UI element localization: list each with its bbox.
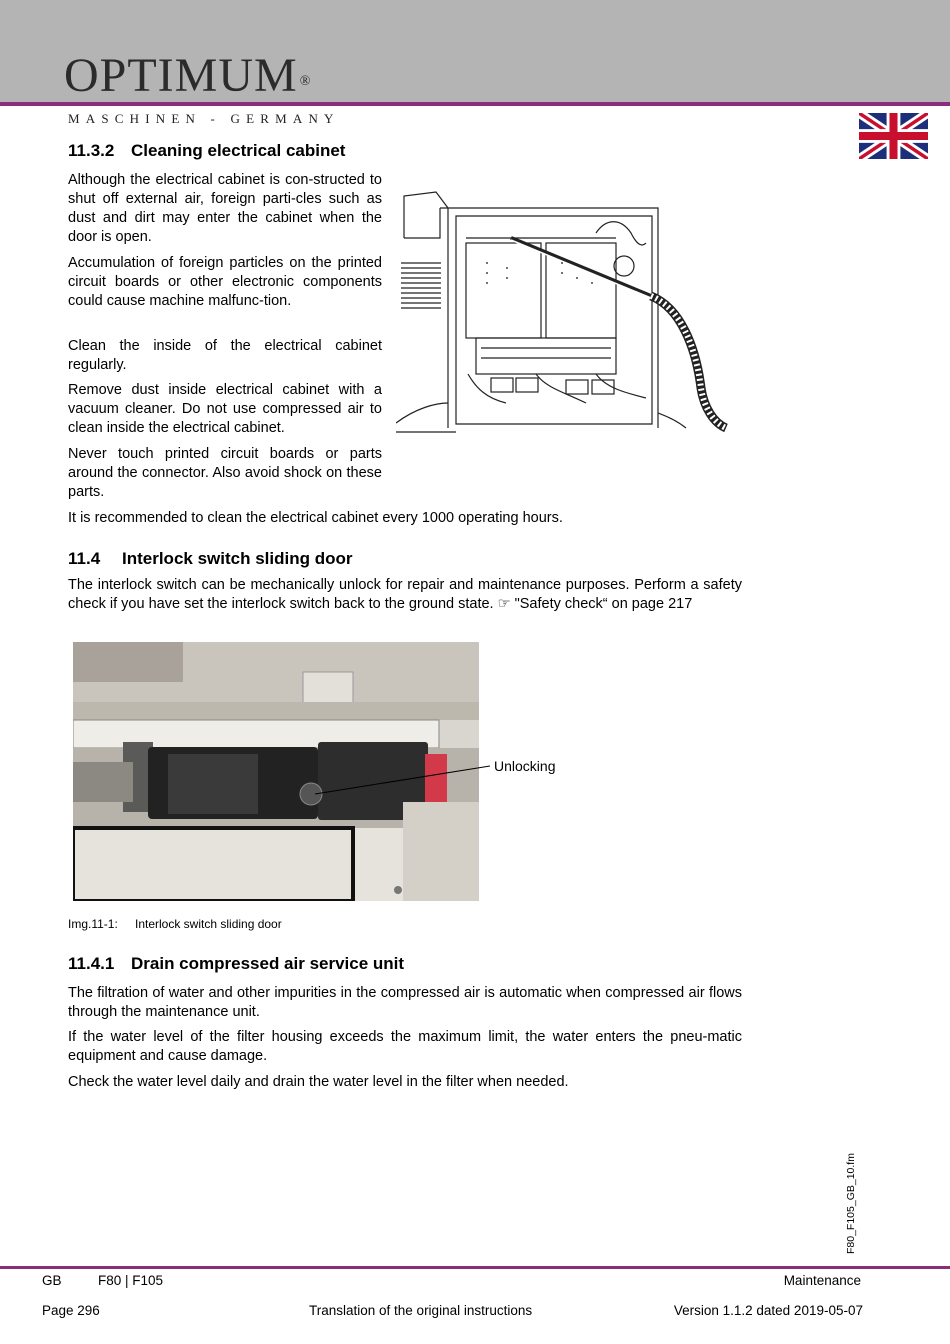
caption-text: Interlock switch sliding door	[135, 917, 282, 931]
paragraph: If the water level of the filter housing exceeds the maximum limit, the water enters the pneu-matic equipment and cause damage.	[68, 1029, 742, 1064]
paragraph: Remove dust inside electrical cabinet with a vacuum cleaner. Do not use compressed air to clean inside the electrical cabinet.	[68, 382, 382, 436]
footer-translation-note: Translation of the original instructions	[309, 1303, 533, 1318]
recommendation-text: It is recommended to clean the electrical cabinet every 1000 operating hours.	[68, 510, 563, 526]
footer-language: GB	[42, 1273, 62, 1288]
file-code: F80_F105_GB_10.fm	[845, 1153, 857, 1254]
paragraph: Never touch printed circuit boards or parts around the connector. Also avoid shock on these parts.	[68, 446, 382, 500]
brand-logo	[64, 50, 311, 102]
section-number: 11.4	[68, 549, 101, 568]
section-number: 11.3.2	[68, 141, 115, 160]
heading-11-4-1	[68, 954, 404, 974]
paragraph: The interlock switch can be mechanically unlock for repair and maintenance purposes. Perform a safety check if you have set the interlock switch back to the ground state. ☞ "Safety check“ on page 217	[68, 577, 742, 612]
section-number: 11.4.1	[68, 954, 115, 973]
figure-caption	[68, 917, 282, 931]
logo-registered-mark: ®	[299, 74, 312, 89]
footer-version: Version 1.1.2 dated 2019-05-07	[673, 1303, 863, 1318]
caption-label: Img.11-1:	[68, 917, 118, 931]
footer-chapter: Maintenance	[783, 1273, 861, 1288]
paragraph: Check the water level daily and drain the water level in the filter when needed.	[68, 1074, 569, 1090]
logo-subtitle: MASCHINEN - GERMANY	[68, 111, 340, 126]
unlocking-callout-label: Unlocking	[494, 758, 556, 774]
paragraph: Clean the inside of the electrical cabinet regularly.	[68, 338, 382, 373]
heading-11-3-2	[68, 141, 345, 161]
uk-flag-icon	[859, 113, 928, 159]
electrical-cabinet-illustration	[396, 188, 744, 436]
section-title: Cleaning electrical cabinet	[131, 141, 346, 160]
header-rule	[0, 102, 950, 106]
footer-rule	[0, 1266, 950, 1269]
paragraph: Accumulation of foreign particles on the printed circuit boards or other electronic components could cause machine malfunc-tion.	[68, 255, 382, 309]
footer-models: F80 | F105	[98, 1273, 164, 1288]
section-title: Drain compressed air service unit	[131, 954, 405, 973]
logo-text: OPTIMUM	[64, 49, 298, 102]
footer-page-number: Page 296	[42, 1303, 100, 1318]
paragraph: The filtration of water and other impurities in the compressed air is automatic when compressed air flows through the maintenance unit.	[68, 985, 742, 1020]
callout-leader-line	[315, 764, 495, 804]
section-title: Interlock switch sliding door	[122, 549, 353, 568]
paragraph: Although the electrical cabinet is con-structed to shut off external air, foreign parti-cles such as dust and dirt may enter the cabinet when the door is open.	[68, 172, 382, 245]
heading-11-4	[68, 549, 352, 569]
